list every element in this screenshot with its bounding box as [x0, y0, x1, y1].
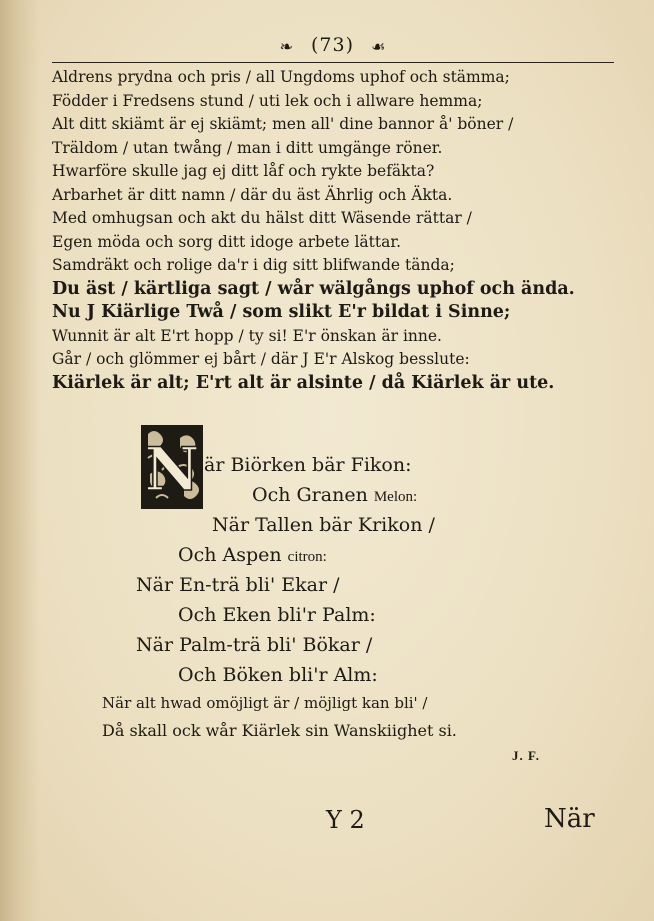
- poem-line: [204, 450, 412, 480]
- dropcap-initial: [140, 424, 204, 510]
- prose-line: Arbarhet är ditt namn / där du äst Ährlig och Äkta.: [52, 185, 453, 204]
- poem-line: [178, 660, 378, 690]
- prose-line: Kiärlek är alt; E'rt alt är alsinte / då Kiärlek är ute.: [52, 372, 555, 393]
- poem-line: [212, 510, 435, 540]
- poem-line-text: är Biörken bär Fikon:: [204, 454, 412, 476]
- prose-block: [52, 66, 622, 395]
- signature-initials: J. F.: [512, 748, 540, 763]
- ornament-left-icon: ❧: [279, 36, 294, 56]
- dropcap-letter: N: [144, 435, 200, 505]
- prose-line: Samdräkt och rolige da'r i dig sitt blifwande tända;: [52, 256, 455, 274]
- poem-line-latin: Melon:: [373, 489, 418, 505]
- poem-closing-line: När alt hwad omöjligt är / möjligt kan bli' /: [102, 694, 428, 712]
- prose-line: Egen möda och sorg ditt idoge arbete lättar.: [52, 232, 402, 251]
- prose-line: Födder i Fredsens stund / uti lek och i allware hemma;: [52, 91, 483, 110]
- prose-line: Träldom / utan twång / man i ditt umgänge röner.: [52, 138, 443, 157]
- header-rule: [52, 62, 614, 63]
- poem-line: [136, 630, 372, 660]
- prose-line: Går / och glömmer ej bårt / där J E'r Alskog besslute:: [52, 350, 470, 368]
- poem-line-latin: citron:: [287, 549, 327, 565]
- dropcap-ornament-icon: [140, 424, 204, 510]
- poem-line: [178, 540, 327, 570]
- page-gutter-shadow: [0, 0, 40, 921]
- prose-line: Nu J Kiärlige Twå / som slikt E'r bildat i Sinne;: [52, 302, 511, 322]
- poem-line-text: Och Eken bli'r Palm:: [178, 604, 376, 626]
- poem-line-text: Och Aspen: [178, 544, 288, 566]
- signature-mark: Y 2: [326, 806, 365, 834]
- poem-closing-line: Då skall ock wår Kiärlek sin Wanskiighet si.: [102, 721, 457, 740]
- poem-line: [178, 600, 376, 630]
- page-number: (73): [311, 34, 355, 56]
- ornament-right-icon: ☙: [371, 36, 387, 56]
- poem-line-text: Och Böken bli'r Alm:: [178, 664, 378, 686]
- page-number-line: [52, 34, 614, 56]
- prose-line: Med omhugsan och akt du hälst ditt Wäsende rättar /: [52, 209, 472, 227]
- poem-line-text: När Tallen bär Krikon /: [212, 514, 435, 536]
- prose-line: Alt ditt skiämt är ej skiämt; men all' dine bannor å' böner /: [52, 115, 514, 133]
- prose-line: Wunnit är alt E'rt hopp / ty si! E'r önskan är inne.: [52, 326, 442, 345]
- poem-line-text: När En-trä bli' Ekar /: [136, 574, 340, 596]
- poem-line: [136, 570, 340, 600]
- poem-line: [252, 480, 417, 510]
- prose-line: Du äst / kärtliga sagt / wår wälgångs uphof och ända.: [52, 278, 575, 299]
- prose-line: Aldrens prydna och pris / all Ungdoms uphof och stämma;: [52, 68, 510, 86]
- poem-line-text: Och Granen: [252, 484, 374, 506]
- poem-block: [52, 420, 622, 740]
- page-header: [52, 30, 614, 60]
- poem-line-text: När Palm-trä bli' Bökar /: [136, 634, 373, 656]
- catchword: När: [544, 804, 595, 834]
- prose-line: Hwarföre skulle jag ej ditt låf och rykte befäkta?: [52, 162, 435, 180]
